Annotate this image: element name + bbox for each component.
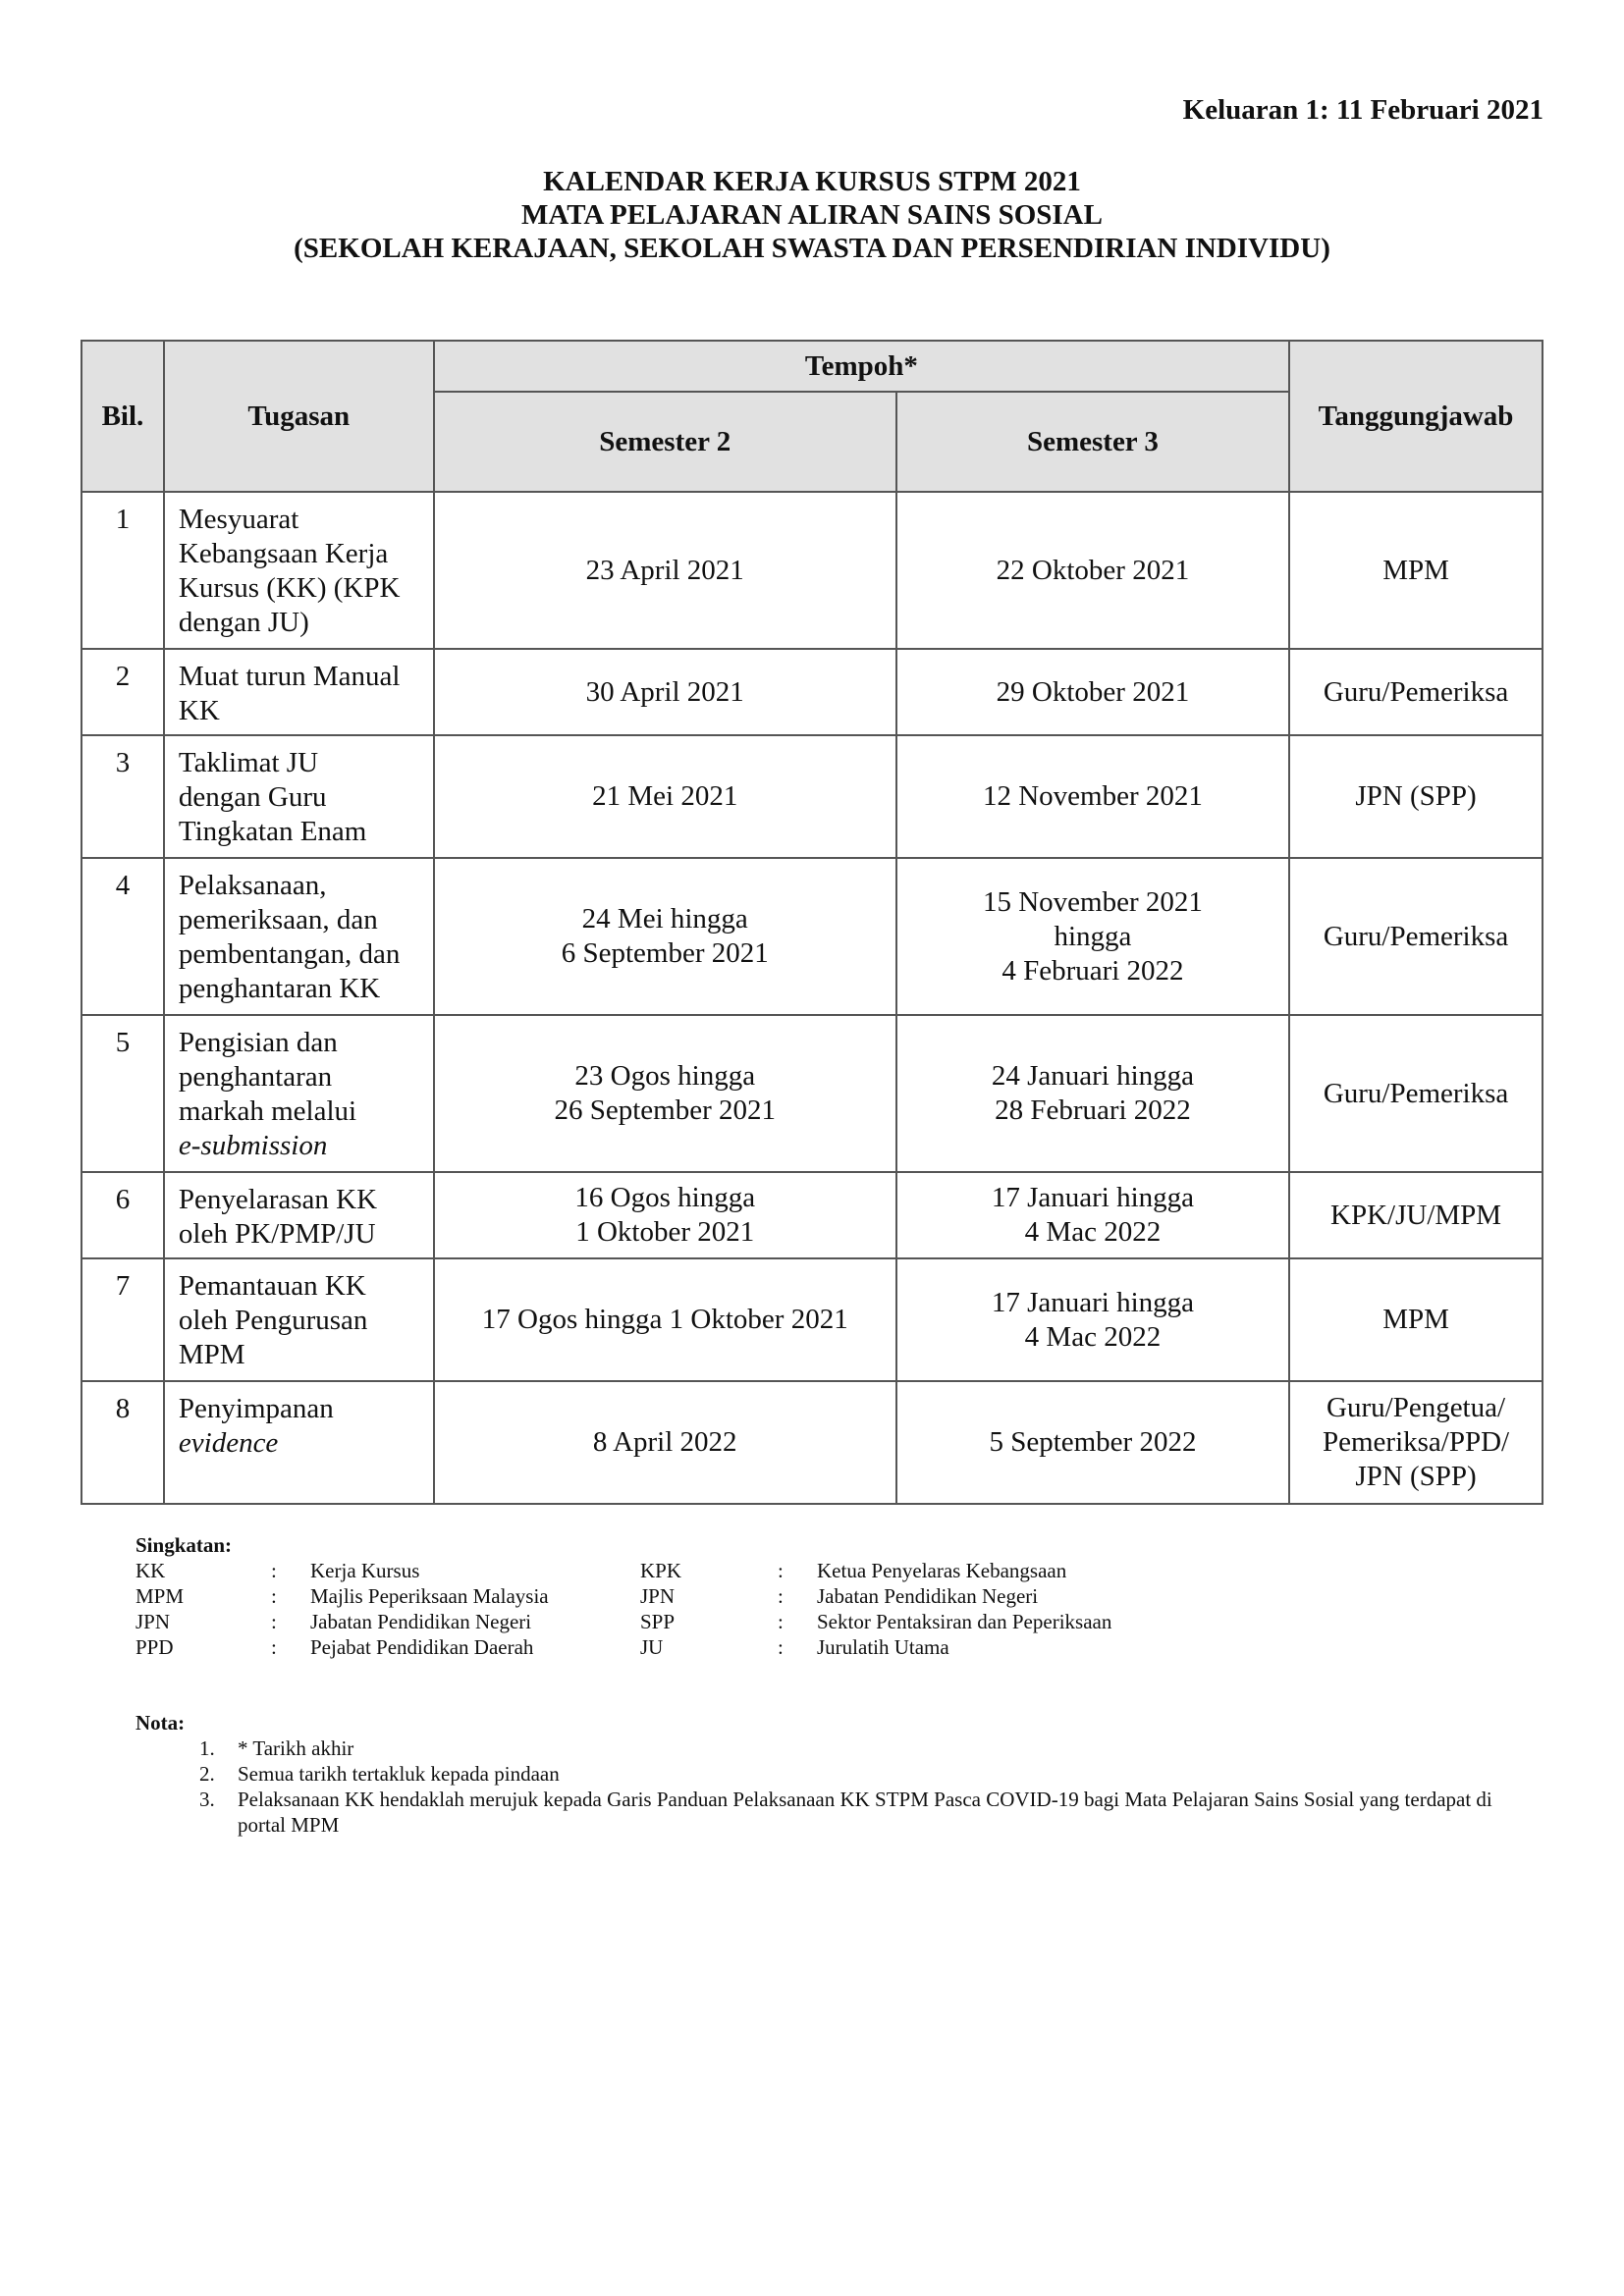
- semester-3-cell-line: 12 November 2021: [982, 780, 1203, 812]
- semester-2-cell-line: 24 Mei hingga: [581, 903, 748, 934]
- table-row: [81, 1381, 1543, 1504]
- task-cell-line: Kursus (KK) (KPK: [178, 572, 401, 604]
- abbreviation-colon: :: [271, 1635, 277, 1659]
- header-no: Bil.: [81, 341, 164, 492]
- table-row: [81, 735, 1543, 858]
- document-title: [0, 165, 1624, 265]
- semester-2-cell-line: 23 Ogos hingga: [574, 1060, 756, 1092]
- abbreviation-code: SPP: [640, 1610, 676, 1633]
- semester-2-cell-line: 30 April 2021: [585, 675, 744, 708]
- row-number: 8: [81, 1381, 164, 1504]
- task-cell-line: pembentangan, dan: [178, 938, 401, 970]
- issue-date: Keluaran 1: 11 Februari 2021: [1182, 94, 1543, 126]
- notes-list: [135, 1735, 1510, 1838]
- row-number: 7: [81, 1258, 164, 1381]
- semester-3-cell: [896, 735, 1289, 858]
- semester-3-cell: [896, 649, 1289, 735]
- note-item: 3. Pelaksanaan KK hendaklah merujuk kepada Garis Panduan Pelaksanaan KK STPM Pasca COVID-19 bagi Mata Pelajaran Sains Sosial yang terdapat di portal MPM: [220, 1787, 1510, 1838]
- abbreviation-colon: :: [271, 1610, 277, 1633]
- semester-3-cell-line: 29 Oktober 2021: [996, 675, 1190, 708]
- abbreviation-colon: :: [778, 1559, 784, 1582]
- abbreviation-meaning: Sektor Pentaksiran dan Peperiksaan: [817, 1610, 1112, 1633]
- row-number: 5: [81, 1015, 164, 1172]
- header-period: Tempoh*: [434, 341, 1289, 392]
- semester-3-cell-line: 17 Januari hingga: [991, 1286, 1195, 1318]
- task-cell-line: Kebangsaan Kerja: [178, 538, 389, 569]
- task-cell-line: Penyimpanan: [178, 1393, 334, 1424]
- header-semester-2: Semester 2: [434, 392, 896, 492]
- task-cell: [164, 858, 434, 1015]
- responsible-cell: [1289, 1258, 1543, 1381]
- note-item: 1. * Tarikh akhir: [220, 1735, 1510, 1761]
- abbreviation-code: JPN: [640, 1584, 676, 1608]
- table-row: [81, 858, 1543, 1015]
- task-cell-line: oleh Pengurusan: [178, 1305, 368, 1336]
- semester-2-cell-line: 23 April 2021: [585, 554, 744, 586]
- responsible-cell-line: Guru/Pemeriksa: [1323, 920, 1509, 952]
- task-cell-line: penghantaran KK: [178, 973, 381, 1004]
- table-row: [81, 492, 1543, 649]
- responsible-cell-line: KPK/JU/MPM: [1330, 1199, 1502, 1231]
- semester-2-cell-line: 8 April 2022: [592, 1426, 737, 1458]
- abbreviation-row: [135, 1583, 1111, 1609]
- abbreviation-meaning: Kerja Kursus: [310, 1559, 420, 1582]
- title-line-1: KALENDAR KERJA KURSUS STPM 2021: [543, 166, 1081, 197]
- task-cell: [164, 1381, 434, 1504]
- abbreviations-table: [135, 1558, 1111, 1660]
- task-cell-line: pemeriksaan, dan: [178, 904, 378, 935]
- task-cell: [164, 649, 434, 735]
- responsible-cell: [1289, 1015, 1543, 1172]
- responsible-cell-line: Pemeriksa/PPD/: [1322, 1426, 1510, 1458]
- task-cell: [164, 735, 434, 858]
- responsible-cell: [1289, 1172, 1543, 1258]
- semester-2-cell-line: 17 Ogos hingga 1 Oktober 2021: [481, 1304, 848, 1335]
- row-number: 6: [81, 1172, 164, 1258]
- semester-3-cell-line: 24 Januari hingga: [991, 1060, 1195, 1092]
- semester-3-cell-line: 15 November 2021: [982, 885, 1203, 918]
- responsible-cell-line: Guru/Pemeriksa: [1323, 675, 1509, 708]
- task-cell-line: Pelaksanaan,: [178, 870, 327, 901]
- responsible-cell: [1289, 858, 1543, 1015]
- abbreviation-colon: :: [271, 1559, 277, 1582]
- semester-3-cell-line: 5 September 2022: [989, 1426, 1197, 1458]
- task-cell-line: dengan JU): [178, 607, 309, 638]
- semester-2-cell: [434, 1015, 896, 1172]
- task-cell-line: Pengisian dan: [178, 1027, 338, 1058]
- task-cell-line: Mesyuarat: [178, 504, 299, 535]
- semester-2-cell-line: 26 September 2021: [554, 1095, 776, 1126]
- task-cell-line: Taklimat JU: [178, 747, 319, 778]
- abbreviation-row: [135, 1609, 1111, 1634]
- semester-2-cell: [434, 1172, 896, 1258]
- task-cell: [164, 1172, 434, 1258]
- abbreviations-section: [135, 1533, 1111, 1660]
- responsible-cell-line: JPN (SPP): [1355, 780, 1477, 812]
- semester-3-cell: [896, 492, 1289, 649]
- table-row: [81, 1258, 1543, 1381]
- task-cell-line: Penyelarasan KK: [178, 1184, 378, 1215]
- task-cell: [164, 1258, 434, 1381]
- semester-2-cell: [434, 858, 896, 1015]
- responsible-cell-line: JPN (SPP): [1355, 1461, 1477, 1492]
- task-cell-line: Muat turun Manual: [178, 661, 401, 692]
- semester-3-cell: [896, 1381, 1289, 1504]
- calendar-table: [81, 340, 1543, 1505]
- abbreviation-meaning: Majlis Peperiksaan Malaysia: [310, 1584, 549, 1608]
- abbreviation-code: KK: [135, 1559, 166, 1582]
- task-cell-line: penghantaran: [178, 1061, 333, 1093]
- abbreviation-meaning: Jabatan Pendidikan Negeri: [817, 1584, 1039, 1608]
- abbreviation-code: PPD: [135, 1635, 174, 1659]
- header-task: Tugasan: [164, 341, 434, 492]
- table-row: [81, 649, 1543, 735]
- abbreviation-code: JPN: [135, 1610, 171, 1633]
- semester-2-cell-line: 1 Oktober 2021: [575, 1216, 755, 1248]
- table-row: [81, 1172, 1543, 1258]
- abbreviation-meaning: Jurulatih Utama: [817, 1635, 949, 1659]
- responsible-cell: [1289, 1381, 1543, 1504]
- semester-2-cell: [434, 1258, 896, 1381]
- abbreviation-meaning: Pejabat Pendidikan Daerah: [310, 1635, 534, 1659]
- task-cell-line: oleh PK/PMP/JU: [178, 1218, 376, 1250]
- task-cell-line: dengan Guru: [178, 781, 327, 813]
- semester-3-cell-line: 4 Mac 2022: [1024, 1320, 1162, 1353]
- notes-title: Nota:: [135, 1711, 186, 1735]
- task-cell-line: MPM: [178, 1339, 245, 1370]
- row-number: 4: [81, 858, 164, 1015]
- semester-3-cell-line: hingga: [1054, 920, 1132, 952]
- notes-section: [135, 1710, 1510, 1838]
- semester-2-cell-line: 6 September 2021: [561, 937, 769, 969]
- task-cell-line: Pemantauan KK: [178, 1270, 366, 1302]
- responsible-cell-line: Guru/Pemeriksa: [1323, 1077, 1509, 1109]
- abbreviation-meaning: Ketua Penyelaras Kebangsaan: [817, 1559, 1067, 1582]
- abbreviation-row: [135, 1558, 1111, 1583]
- abbreviation-code: JU: [640, 1635, 664, 1659]
- row-number: 1: [81, 492, 164, 649]
- semester-3-cell: [896, 1015, 1289, 1172]
- row-number: 3: [81, 735, 164, 858]
- semester-3-cell: [896, 1172, 1289, 1258]
- header-responsible: Tanggungjawab: [1289, 341, 1543, 492]
- table-row: [81, 1015, 1543, 1172]
- responsible-cell-line: MPM: [1382, 1304, 1449, 1335]
- abbreviation-row: [135, 1634, 1111, 1660]
- responsible-cell-line: Guru/Pengetua/: [1326, 1392, 1506, 1423]
- header-semester-3: Semester 3: [896, 392, 1289, 492]
- responsible-cell-line: MPM: [1382, 554, 1449, 586]
- semester-2-cell: [434, 649, 896, 735]
- abbreviation-colon: :: [271, 1584, 277, 1608]
- task-cell-line: evidence: [178, 1427, 279, 1459]
- abbreviations-title: Singkatan:: [135, 1533, 233, 1557]
- task-cell-line: Tingkatan Enam: [178, 816, 367, 847]
- semester-3-cell-line: 4 Mac 2022: [1024, 1216, 1162, 1248]
- semester-3-cell-line: 4 Februari 2022: [1001, 954, 1184, 987]
- abbreviation-colon: :: [778, 1635, 784, 1659]
- semester-3-cell-line: 17 Januari hingga: [991, 1182, 1195, 1213]
- abbreviation-colon: :: [778, 1584, 784, 1608]
- task-cell-line: markah melalui: [178, 1095, 357, 1127]
- semester-2-cell: [434, 492, 896, 649]
- responsible-cell: [1289, 649, 1543, 735]
- task-cell-line: e-submission: [178, 1130, 328, 1161]
- abbreviation-code: KPK: [640, 1559, 682, 1582]
- abbreviation-colon: :: [778, 1610, 784, 1633]
- task-cell: [164, 492, 434, 649]
- title-line-3: (SEKOLAH KERAJAAN, SEKOLAH SWASTA DAN PERSENDIRIAN INDIVIDU): [294, 233, 1330, 264]
- semester-2-cell: [434, 735, 896, 858]
- semester-2-cell: [434, 1381, 896, 1504]
- task-cell: [164, 1015, 434, 1172]
- semester-2-cell-line: 16 Ogos hingga: [574, 1182, 756, 1213]
- semester-3-cell: [896, 1258, 1289, 1381]
- semester-3-cell-line: 22 Oktober 2021: [996, 554, 1190, 586]
- responsible-cell: [1289, 735, 1543, 858]
- semester-3-cell: [896, 858, 1289, 1015]
- abbreviation-code: MPM: [135, 1584, 185, 1608]
- responsible-cell: [1289, 492, 1543, 649]
- row-number: 2: [81, 649, 164, 735]
- task-cell-line: KK: [178, 695, 220, 726]
- note-item: 2. Semua tarikh tertakluk kepada pindaan: [220, 1761, 1510, 1787]
- semester-3-cell-line: 28 Februari 2022: [995, 1095, 1191, 1126]
- abbreviation-meaning: Jabatan Pendidikan Negeri: [310, 1610, 532, 1633]
- semester-2-cell-line: 21 Mei 2021: [592, 780, 738, 812]
- title-line-2: MATA PELAJARAN ALIRAN SAINS SOSIAL: [521, 199, 1103, 231]
